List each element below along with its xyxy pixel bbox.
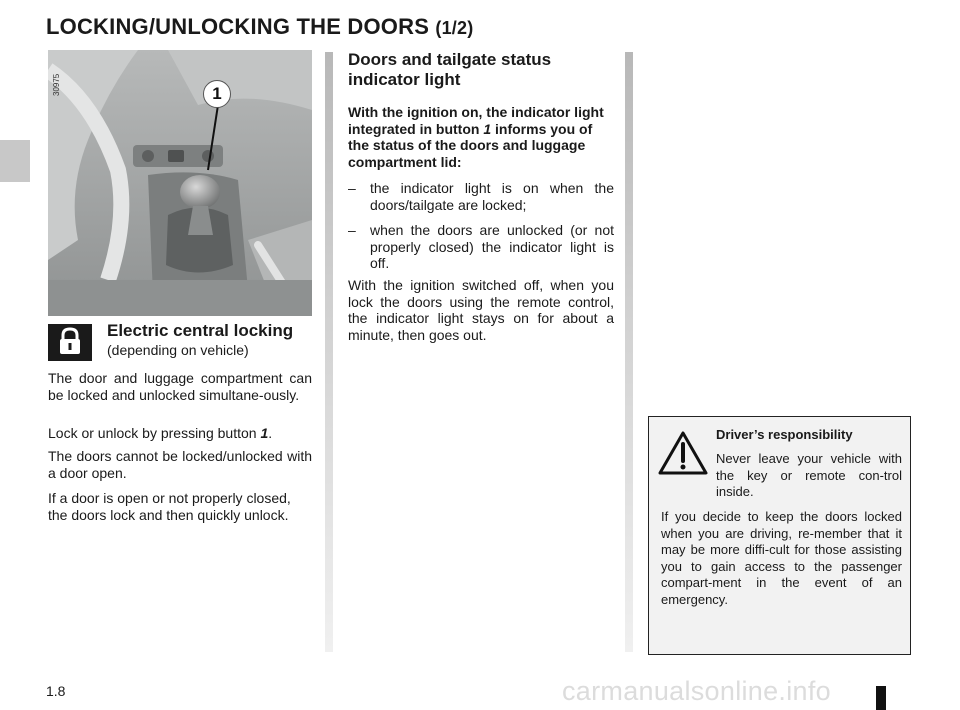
central-locking-paragraph-4: If a door is open or not properly closed, the doors lock and then quickly unlock.: [48, 490, 291, 523]
padlock-icon: [48, 324, 92, 361]
page-title-text: LOCKING/UNLOCKING THE DOORS: [46, 14, 430, 39]
intro-text-suffix: informs you of the status of the doors and luggage compartment lid:: [348, 120, 593, 170]
chapter-side-tab: [0, 140, 30, 182]
page-part-indicator: (1/2): [435, 18, 474, 38]
page-title: [46, 14, 473, 40]
central-locking-paragraph-2: [48, 425, 312, 442]
padlock-icon-glyph: [48, 324, 92, 361]
callout-marker-1: 1: [203, 80, 231, 108]
paragraph-2-suffix: .: [268, 425, 273, 441]
status-list-item-text: when the doors are unlocked (or not properly closed) the indicator light is off.: [370, 222, 614, 271]
column-divider-left: [325, 52, 333, 652]
intro-button-reference: 1: [483, 120, 492, 137]
console-photo: [48, 50, 312, 316]
list-dash: –: [348, 180, 356, 196]
section-subheading-central-locking: (depending on vehicle): [107, 342, 249, 358]
section-heading-central-locking: Electric central locking: [107, 321, 294, 340]
central-locking-paragraph-1: The door and luggage compartment can be locked and unlocked simultane-ously.: [48, 370, 312, 403]
status-light-outro: With the ignition switched off, when you lock the doors using the remote control, the indicator light stays on for about a minute, then goes out.: [348, 277, 614, 343]
warning-text-2: If you decide to keep the doors locked when you are driving, re-member that it may be more diffi-cult for those assisting you to gain access to the passenger compart-ment in the event of an emergency.: [661, 509, 902, 607]
page-number: 1.8: [46, 683, 66, 699]
driver-responsibility-warning: [648, 416, 911, 655]
warning-text-1: Never leave your vehicle with the key or remote con-trol inside.: [716, 451, 902, 499]
warning-triangle-icon: [658, 431, 708, 475]
status-list-item: [348, 180, 614, 213]
warning-title: Driver’s responsibility: [716, 427, 853, 442]
photo-reference-code: 30975: [52, 73, 61, 96]
watermark: carmanualsonline.info: [562, 676, 831, 706]
column-divider-right: [625, 52, 633, 652]
paragraph-2-text: Lock or unlock by pressing button: [48, 425, 261, 441]
intro-text: With the ignition on, the indicator light integrated in button: [348, 104, 604, 137]
section-heading-status-light: Doors and tailgate status indicator light: [348, 50, 552, 89]
status-list-item-text: the indicator light is on when the doors/tailgate are locked;: [370, 180, 614, 213]
console-photo-illustration: [48, 50, 312, 316]
status-list-item: [348, 222, 614, 272]
list-dash: –: [348, 222, 356, 238]
status-light-intro: [348, 104, 610, 170]
button-reference: 1: [260, 425, 269, 441]
central-locking-paragraph-3: The doors cannot be locked/unlocked with a door open.: [48, 448, 312, 481]
corner-tab-mark: [876, 686, 886, 710]
